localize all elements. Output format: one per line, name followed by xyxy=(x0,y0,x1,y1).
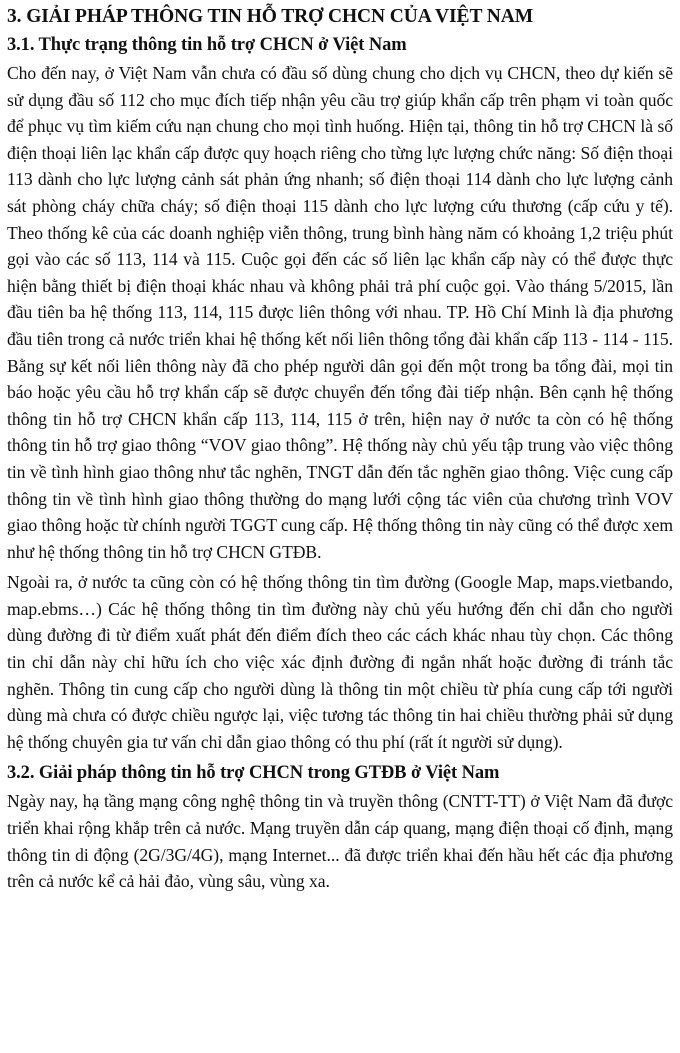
paragraph-route-finding: Ngoài ra, ở nước ta cũng còn có hệ thống thông tin tìm đường (Google Map, maps.vietbando, map.ebms…) Các hệ thống thông tin tìm đường này chủ yếu hướng đến chỉ dẫn cho người dùng đường đi từ điểm xuất phát đến điểm đích theo các cách khác nhau tùy chọn. Các thông tin chỉ dẫn này chỉ hữu ích cho việc xác định đường đi ngắn nhất hoặc đường đi tránh tắc nghẽn. Thông tin cung cấp cho người dùng là thông tin một chiều từ phía cung cấp tới người dùng mà chưa có được chiều ngược lại, việc tương tác thông tin hai chiều thường phải sử dụng hệ thống chuyên gia tư vấn chỉ dẫn giao thông có thu phí (rất ít người sử dụng). xyxy=(7,572,673,752)
section-title: 3. GIẢI PHÁP THÔNG TIN HỖ TRỢ CHCN CỦA VIỆT NAM xyxy=(7,6,534,27)
paragraph-emergency-numbers: Cho đến nay, ở Việt Nam vẫn chưa có đầu số dùng chung cho dịch vụ CHCN, theo dự kiến sẽ sử dụng đầu số 112 cho mục đích tiếp nhận yêu cầu trợ giúp khẩn cấp trên phạm vi toàn quốc để phục vụ tìm kiếm cứu nạn chung cho mọi tình huống. Hiện tại, thông tin hỗ trợ CHCN là số điện thoại liên lạc khẩn cấp được quy hoạch riêng cho từng lực lượng chức năng: Số điện thoại 113 dành cho lực lượng cảnh sát phản ứng nhanh; số điện thoại 114 dành cho lực lượng cảnh sát phòng cháy chữa cháy; số điện thoại 115 dành cho lực lượng cứu thương (cấp cứu y tế). Theo thống kê của các doanh nghiệp viễn thông, trung bình hàng năm có khoảng 1,2 triệu phút gọi vào các số 113, 114 và 115. Cuộc gọi đến các số liên lạc khẩn cấp này có thể được thực hiện bằng thiết bị điện thoại khác nhau và không phải trả phí cuộc gọi. Vào tháng 5/2015, lần đầu tiên ba hệ thống 113, 114, 115 được liên thông với nhau. TP. Hồ Chí Minh là địa phương đầu tiên trong cả nước triển khai hệ thống kết nối liên thông tổng đài khẩn cấp 113 - 114 - 115. Bằng sự kết nối liên thông này đã cho phép người dân gọi đến một trong ba tổng đài, mọi tin báo hoặc yêu cầu hỗ trợ khẩn cấp sẽ được chuyển đến tổng đài tiếp nhận. Bên cạnh hệ thống thông tin hỗ trợ CHCN khẩn cấp 113, 114, 115 ở trên, hiện nay ở nước ta còn có hệ thống thông tin hỗ trợ giao thông “VOV giao thông”. Hệ thống này chủ yếu tập trung vào việc thông tin về tình hình giao thông như tắc nghẽn, TNGT dẫn đến tắc nghẽn giao thông. Việc cung cấp thông tin về tình hình giao thông thường do mạng lưới cộng tác viên của chương trình VOV giao thông hoặc từ chính người TGGT cung cấp. Hệ thống thông tin này cũng có thể được xem như hệ thống thông tin hỗ trợ CHCN GTĐB. xyxy=(7,63,673,562)
subsection-title-3-1: 3.1. Thực trạng thông tin hỗ trợ CHCN ở Việt Nam xyxy=(7,35,407,55)
subsection-title-3-2: 3.2. Giải pháp thông tin hỗ trợ CHCN trong GTĐB ở Việt Nam xyxy=(7,763,500,784)
paragraph-ict-infrastructure: Ngày nay, hạ tầng mạng công nghệ thông tin và truyền thông (CNTT-TT) ở Việt Nam đã được triển khai rộng khắp trên cả nước. Mạng truyền dẫn cáp quang, mạng điện thoại cố định, mạng thông tin di động (2G/3G/4G), mạng Internet... đã được triển khai đến hầu hết các địa phương trên cả nước kể cả hải đảo, vùng sâu, vùng xa. xyxy=(7,791,673,892)
document-page xyxy=(7,3,673,899)
